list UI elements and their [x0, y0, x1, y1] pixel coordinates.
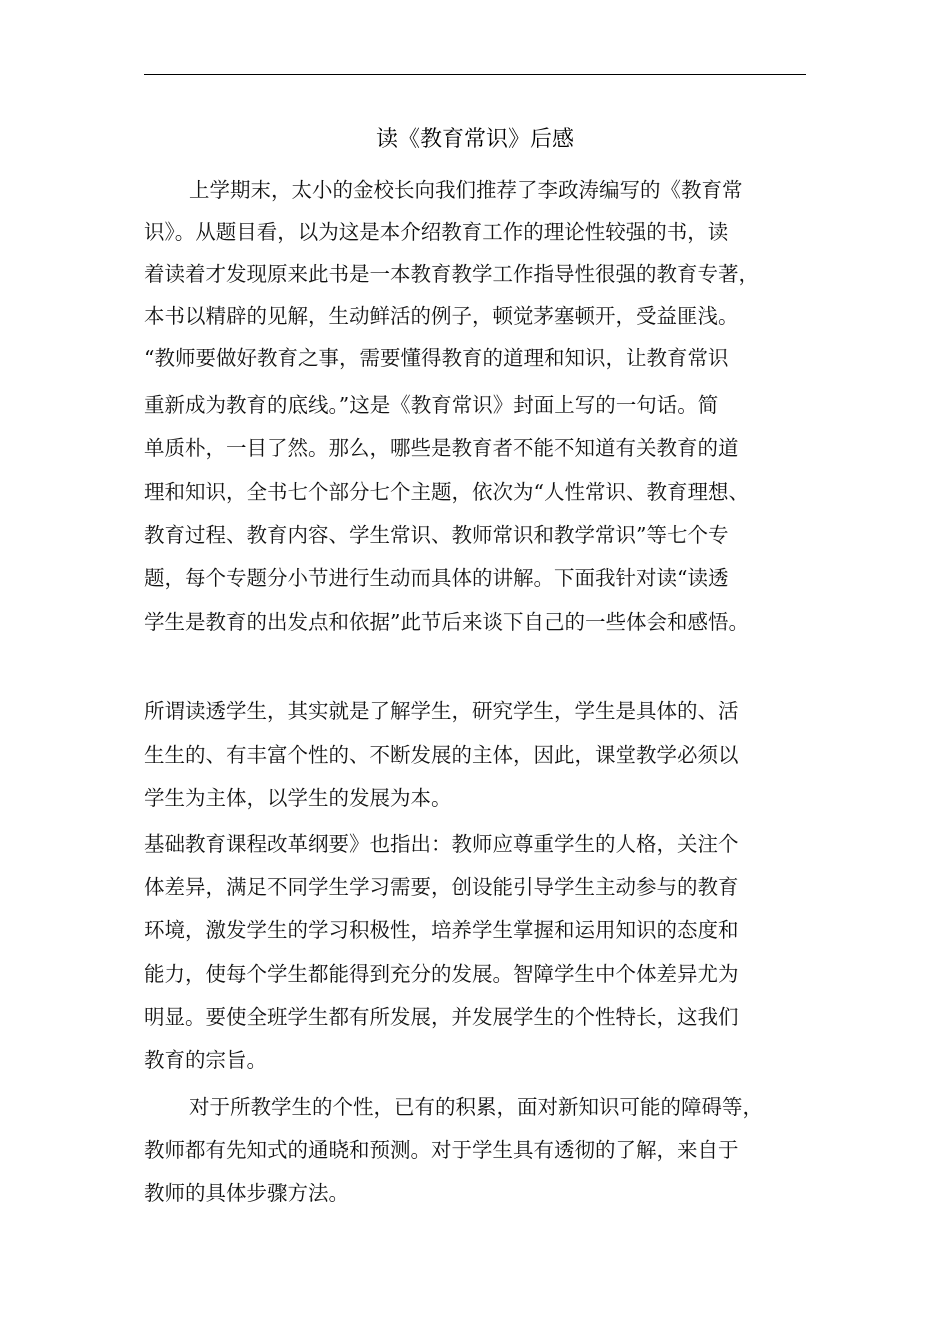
text-line: 对于所教学生的个性，已有的积累，面对新知识可能的障碍等， — [189, 1095, 763, 1119]
text-line: 教师都有先知式的通晓和预测。对于学生具有透彻的了解，来自于 — [144, 1138, 739, 1162]
text-line: 上学期末，太小的金校长向我们推荐了李政涛编写的《教育常 — [189, 178, 743, 202]
document-title: 读《教育常识》后感 — [375, 127, 574, 152]
text-line: 教育过程、教育内容、学生常识、教师常识和教学常识”等七个专 — [144, 523, 729, 547]
text-line: 所谓读透学生，其实就是了解学生，研究学生，学生是具体的、活 — [144, 699, 739, 723]
text-line: 本书以精辟的见解，生动鲜活的例子，顿觉茅塞顿开，受益匪浅。 — [144, 304, 739, 328]
text-line: “教师要做好教育之事，需要懂得教育的道理和知识，让教育常识 — [144, 346, 729, 370]
text-line: 学生为主体，以学生的发展为本。 — [144, 786, 452, 810]
header-rule — [144, 74, 806, 75]
text-line: 教育的宗旨。 — [144, 1048, 267, 1072]
text-line: 环境，激发学生的学习积极性，培养学生掌握和运用知识的态度和 — [144, 918, 739, 942]
text-line: 重新成为教育的底线。”这是《教育常识》封面上写的一句话。简 — [144, 393, 719, 417]
text-line: 基础教育课程改革纲要》也指出：教师应尊重学生的人格，关注个 — [144, 832, 739, 856]
text-line: 理和知识，全书七个部分七个主题，依次为“人性常识、教育理想、 — [144, 480, 749, 504]
text-line: 明显。要使全班学生都有所发展，并发展学生的个性特长，这我们 — [144, 1005, 739, 1029]
text-line: 教师的具体步骤方法。 — [144, 1181, 349, 1205]
text-line: 能力，使每个学生都能得到充分的发展。智障学生中个体差异尤为 — [144, 962, 739, 986]
text-line: 识》。从题目看，以为这是本介绍教育工作的理论性较强的书，读 — [144, 220, 729, 244]
text-line: 体差异，满足不同学生学习需要，创设能引导学生主动参与的教育 — [144, 875, 739, 899]
text-line: 学生是教育的出发点和依据”此节后来谈下自己的一些体会和感悟。 — [144, 610, 749, 634]
text-line: 单质朴，一目了然。那么，哪些是教育者不能不知道有关教育的道 — [144, 436, 739, 460]
text-line: 着读着才发现原来此书是一本教育教学工作指导性很强的教育专著， — [144, 262, 759, 286]
text-line: 题，每个专题分小节进行生动而具体的讲解。下面我针对读“读透 — [144, 566, 729, 590]
text-line: 生生的、有丰富个性的、不断发展的主体，因此，课堂教学必须以 — [144, 743, 739, 767]
